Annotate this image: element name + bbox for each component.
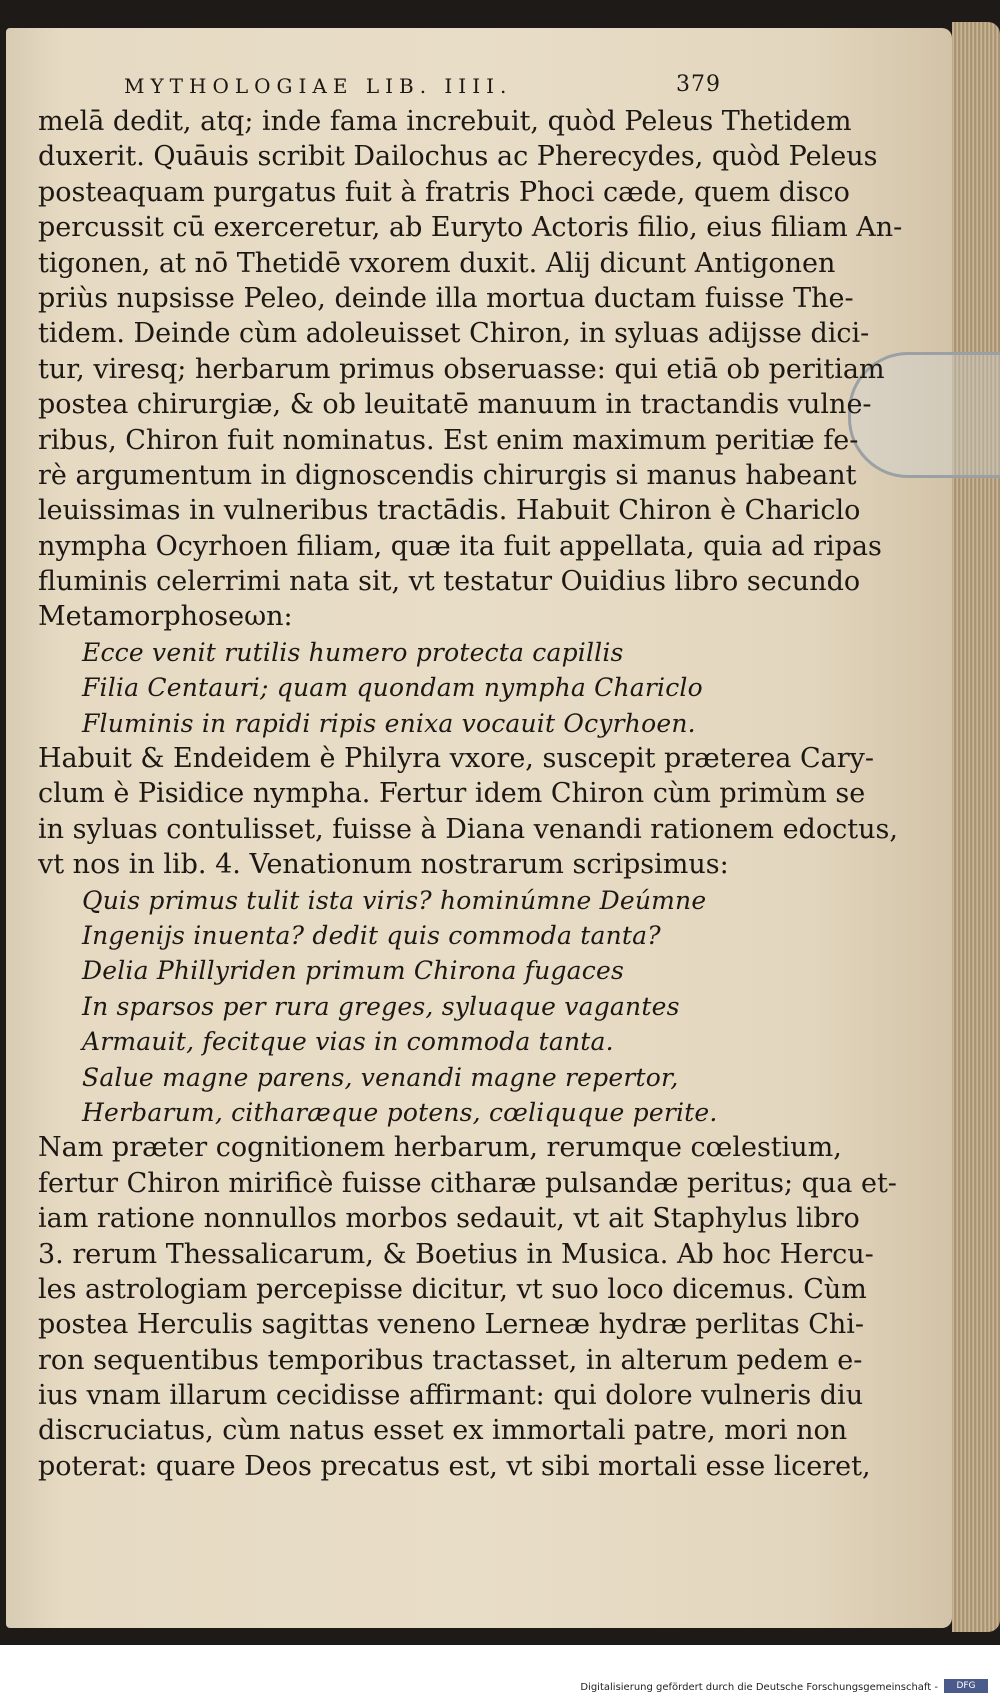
text-line: leuissimas in vulneribus tractādis. Habuit Chiron è Chariclo bbox=[38, 495, 861, 527]
text-line: percussit cū exerceretur, ab Euryto Actoris filio, eius filiam An- bbox=[38, 212, 903, 244]
page-edges bbox=[952, 22, 1000, 1632]
text-line: rè argumentum in dignoscendis chirurgis si manus habeant bbox=[38, 459, 857, 491]
dfg-logo: DFG bbox=[944, 1679, 988, 1693]
verse-line: In sparsos per rura greges, syluaque vagantes bbox=[82, 991, 680, 1021]
verse-line: Herbarum, citharæque potens, cœliquque perite. bbox=[82, 1097, 718, 1127]
text-line: iam ratione nonnullos morbos sedauit, vt ait Staphylus libro bbox=[38, 1203, 860, 1235]
digitization-credit: Digitalisierung gefördert durch die Deutsche Forschungsgemeinschaft - bbox=[580, 1682, 938, 1693]
verse-line: Ingenijs inuenta? dedit quis commoda tanta? bbox=[82, 920, 661, 950]
text-line: clum è Pisidice nympha. Fertur idem Chiron cùm primùm se bbox=[38, 778, 866, 810]
text-line: 3. rerum Thessalicarum, & Boetius in Musica. Ab hoc Hercu- bbox=[38, 1238, 874, 1270]
text-line: poterat: quare Deos precatus est, vt sibi mortali esse liceret, bbox=[38, 1450, 871, 1482]
page-header bbox=[38, 68, 738, 104]
text-line: ribus, Chiron fuit nominatus. Est enim maximum peritiæ fe- bbox=[38, 424, 859, 456]
verse-line: Fluminis in rapidi ripis enixa vocauit Ocyrhoen. bbox=[82, 708, 696, 738]
text-line: in syluas contulisset, fuisse à Diana venandi rationem edoctus, bbox=[38, 813, 898, 845]
text-line: melā dedit, atq; inde fama increbuit, quòd Peleus Thetidem bbox=[38, 106, 852, 137]
text-line: nympha Ocyrhoen filiam, quæ ita fuit appellata, quia ad ripas bbox=[38, 530, 882, 562]
text-line: posteaquam purgatus fuit à fratris Phoci cæde, quem disco bbox=[38, 176, 850, 208]
text-line: vt nos in lib. 4. Venationum nostrarum scripsimus: bbox=[38, 849, 729, 881]
verse-line: Salue magne parens, venandi magne repertor, bbox=[82, 1062, 679, 1092]
text-line: fertur Chiron mirificè fuisse citharæ pulsandæ peritus; qua et- bbox=[38, 1167, 897, 1199]
page-number: 379 bbox=[676, 72, 721, 97]
verse-line: Delia Phillyriden primum Chirona fugaces bbox=[82, 956, 624, 986]
text-line: duxerit. Quāuis scribit Dailochus ac Pherecydes, quòd Peleus bbox=[38, 141, 878, 173]
text-line: ius vnam illarum cecidisse affirmant: qui dolore vulneris diu bbox=[38, 1380, 864, 1412]
text-line: les astrologiam percepisse dicitur, vt suo loco dicemus. Cùm bbox=[38, 1273, 867, 1305]
text-line: fluminis celerrimi nata sit, vt testatur Ouidius libro secundo bbox=[38, 566, 861, 598]
verse-line: Quis primus tulit ista viris? hominúmne Deúmne bbox=[82, 885, 707, 915]
text-line: priùs nupsisse Peleo, deinde illa mortua ductam fuisse The- bbox=[38, 282, 854, 314]
text-line: ron sequentibus temporibus tractasset, in alterum pedem e- bbox=[38, 1344, 863, 1376]
footer-bar bbox=[0, 1645, 1000, 1699]
text-line: Habuit & Endeidem è Philyra vxore, suscepit præterea Cary- bbox=[38, 743, 875, 775]
verse-line: Armauit, fecitque vias in commoda tanta. bbox=[82, 1027, 614, 1057]
text-line: postea chirurgiæ, & ob leuitatē manuum in tractandis vulne- bbox=[38, 389, 872, 421]
text-line: discruciatus, cùm natus esset ex immortali patre, mori non bbox=[38, 1415, 848, 1447]
verse-line: Ecce venit rutilis humero protecta capillis bbox=[82, 637, 624, 667]
text-line: Nam præter cognitionem herbarum, rerumque cœlestium, bbox=[38, 1132, 842, 1164]
text-line: tur, viresq; herbarum primus obseruasse: qui etiā ob peritiam bbox=[38, 353, 885, 385]
text-line: tigonen, at nō Thetidē vxorem duxit. Alij dicunt Antigonen bbox=[38, 247, 836, 279]
text-line: tidem. Deinde cùm adoleuisset Chiron, in syluas adijsse dici- bbox=[38, 318, 870, 350]
text-line: Metamorphoseωn: bbox=[38, 601, 293, 633]
body-text bbox=[38, 104, 903, 1484]
text-line: postea Herculis sagittas veneno Lerneæ hydræ perlitas Chi- bbox=[38, 1309, 865, 1341]
page-text bbox=[38, 68, 903, 1484]
verse-line: Filia Centauri; quam quondam nympha Chariclo bbox=[82, 673, 703, 703]
running-title: MYTHOLOGIAE LIB. IIII. bbox=[124, 74, 513, 98]
